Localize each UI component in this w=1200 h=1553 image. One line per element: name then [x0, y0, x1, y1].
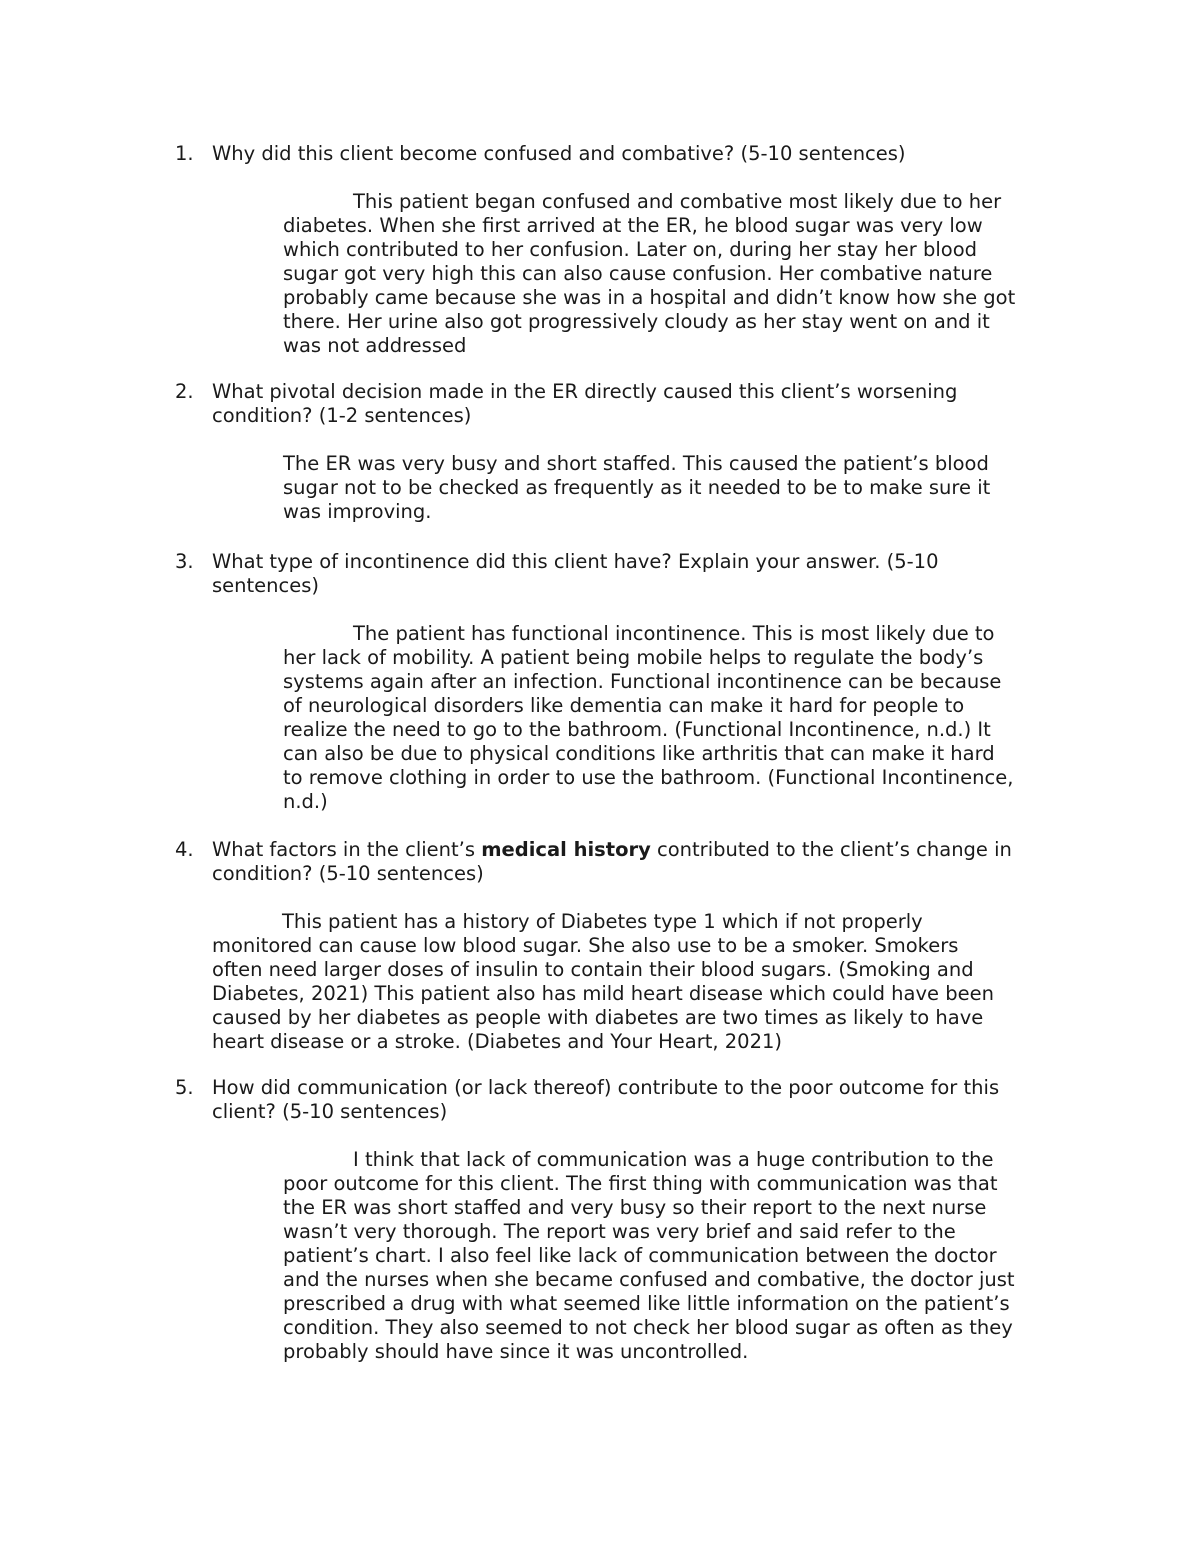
question-text: condition? (5-10 sentences) [212, 862, 484, 885]
answer-3 [283, 622, 1013, 814]
answer-line: This patient has a history of Diabetes type 1 which if not properly [282, 910, 923, 933]
question-text-pre: What factors in the client’s [212, 838, 482, 861]
answer-line: and the nurses when she became confused and combative, the doctor just [283, 1268, 1015, 1291]
question-3 [175, 550, 1082, 598]
answer-line: condition. They also seemed to not check her blood sugar as often as they [283, 1316, 1013, 1339]
question-number: 5. [175, 1076, 194, 1099]
question-5 [175, 1076, 1082, 1124]
question-text: sentences) [212, 574, 320, 597]
answer-line: The patient has functional incontinence. This is most likely due to [353, 622, 995, 645]
answer-line: was improving. [283, 500, 432, 523]
answer-line: Diabetes, 2021) This patient also has mild heart disease which could have been [212, 982, 994, 1005]
question-text: condition? (1-2 sentences) [212, 404, 472, 427]
question-text: What type of incontinence did this client have? Explain your answer. (5-10 [212, 550, 939, 573]
answer-line: diabetes. When she first arrived at the ER, he blood sugar was very low [283, 214, 983, 237]
answer-line: to remove clothing in order to use the bathroom. (Functional Incontinence, [283, 766, 1014, 789]
answer-line: heart disease or a stroke. (Diabetes and Your Heart, 2021) [212, 1030, 783, 1053]
question-number: 3. [175, 550, 194, 573]
answer-line: The ER was very busy and short staffed. This caused the patient’s blood [283, 452, 989, 475]
answer-line: wasn’t very thorough. The report was very brief and said refer to the [283, 1220, 956, 1243]
answer-line: there. Her urine also got progressively cloudy as her stay went on and it [283, 310, 990, 333]
question-number: 1. [175, 142, 194, 165]
answer-line: I think that lack of communication was a huge contribution to the [353, 1148, 994, 1171]
answer-line: often need larger doses of insulin to contain their blood sugars. (Smoking and [212, 958, 974, 981]
question-number: 2. [175, 380, 194, 403]
answer-line: sugar got very high this can also cause confusion. Her combative nature [283, 262, 993, 285]
answer-4 [212, 910, 994, 1054]
answer-line: realize the need to go to the bathroom. (Functional Incontinence, n.d.) It [283, 718, 991, 741]
answer-2 [283, 452, 990, 524]
question-4 [175, 838, 1082, 886]
question-text: Why did this client become confused and combative? (5-10 sentences) [212, 142, 906, 165]
answer-line: the ER was short staffed and very busy so their report to the next nurse [283, 1196, 987, 1219]
answer-line: sugar not to be checked as frequently as it needed to be to make sure it [283, 476, 991, 499]
answer-line: probably should have since it was uncontrolled. [283, 1340, 749, 1363]
question-2 [175, 380, 1082, 428]
answer-line: monitored can cause low blood sugar. She also use to be a smoker. Smokers [212, 934, 959, 957]
question-text-post: contributed to the client’s change in [650, 838, 1012, 861]
answer-line: caused by her diabetes as people with diabetes are two times as likely to have [212, 1006, 984, 1029]
answer-line: of neurological disorders like dementia can make it hard for people to [283, 694, 965, 717]
answer-line: This patient began confused and combative most likely due to her [353, 190, 1002, 213]
answer-5 [283, 1148, 1015, 1364]
answer-line: her lack of mobility. A patient being mobile helps to regulate the body’s [283, 646, 984, 669]
answer-line: can also be due to physical conditions like arthritis that can make it hard [283, 742, 995, 765]
answer-line: poor outcome for this client. The first thing with communication was that [283, 1172, 998, 1195]
question-text [212, 838, 1082, 862]
answer-line: which contributed to her confusion. Later on, during her stay her blood [283, 238, 978, 261]
answer-line: n.d.) [283, 790, 328, 813]
answer-line: was not addressed [283, 334, 467, 357]
question-text: client? (5-10 sentences) [212, 1100, 448, 1123]
answer-line: probably came because she was in a hospital and didn’t know how she got [283, 286, 1016, 309]
question-number: 4. [175, 838, 194, 861]
answer-line: prescribed a drug with what seemed like little information on the patient’s [283, 1292, 1010, 1315]
question-text: How did communication (or lack thereof) contribute to the poor outcome for this [212, 1076, 1000, 1099]
question-1 [175, 142, 1082, 166]
question-text: What pivotal decision made in the ER directly caused this client’s worsening [212, 380, 958, 403]
question-text-emphasis: medical history [481, 838, 651, 861]
answer-1 [283, 190, 1015, 358]
answer-line: systems again after an infection. Functional incontinence can be because [283, 670, 1002, 693]
answer-line: patient’s chart. I also feel like lack of communication between the doctor [283, 1244, 997, 1267]
